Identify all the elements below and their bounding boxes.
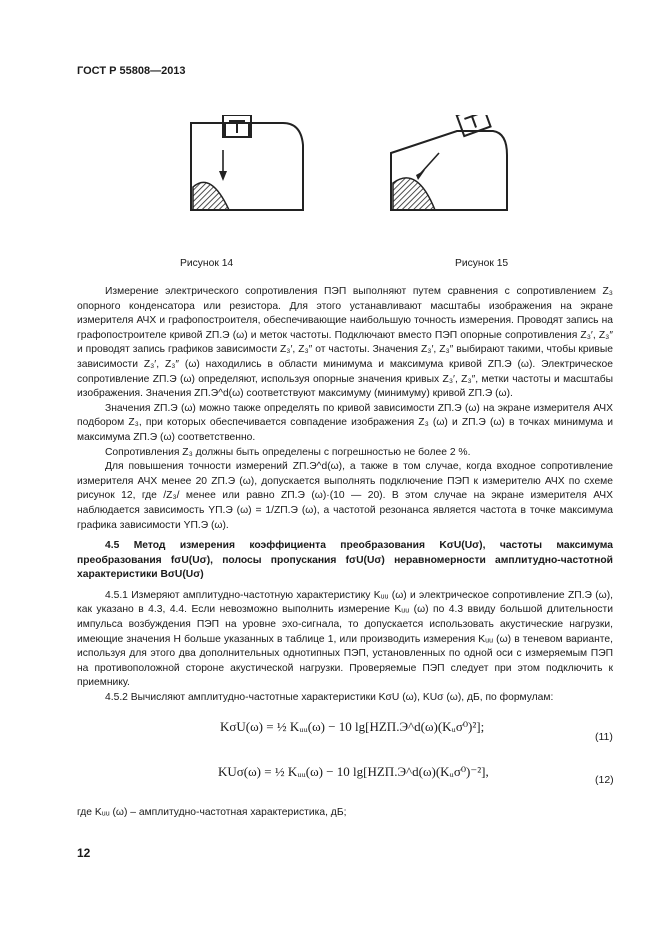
- section-4-5-heading: 4.5 Метод измерения коэффициента преобразования KσU(Uσ), частоты максимума преобразования fσU(Uσ), полосы пропускания fσU(Uσ) неравномерности амплитудно-частотной характеристики BσU(Uσ): [77, 540, 613, 581]
- paragraph-measurement-method: Измерение электрического сопротивления ПЭП выполняют путем сравнения с сопротивлением Z₃ опорного конденсатора или резистора. Для этого устанавливают масштабы изображения на экране измерителя АЧХ и графопостроителя, обеспечивающие наибольшую точность измерения. Проводят запись на графопостроителе кривой ZП.Э (ω) и меток частоты. Подключают вместо ПЭП опорные сопротивления Z₃′, Z₃″ и проводят запись графиков зависимости Z₃′, Z₃″ от частоты. Значения Z₃′, Z₃″ выбирают такими, чтобы кривые зависимости Z₃′, Z₃″ (ω) находились в области минимума и максимума кривой ZП.Э (ω). Электрическое сопротивление ZП.Э (ω) определяют, используя опорные значения кривых Z₃′, Z₃″, метки частоты и масштабы изображения. Значения ZП.Э^d(ω) соответствуют максимуму (минимуму) кривой ZП.Э (ω).: [77, 286, 613, 400]
- figure-15-caption: Рисунок 15: [455, 258, 509, 269]
- page-number: 12: [77, 846, 91, 860]
- formula-12-number: (12): [595, 774, 614, 786]
- figure-15: [383, 115, 513, 221]
- formula-explanation: [77, 806, 613, 821]
- paragraph-4-5-1: 4.5.1 Измеряют амплитудно-частотную характеристику Kᵤᵤ (ω) и электрическое сопротивление ZП.Э (ω), как указано в 4.3, 4.4. Если невозможно выполнить измерение Kᵤᵤ (ω) по 4.3 ввиду большой длительности импульса возбуждения ПЭП на уровне эхо-сигнала, то допускается использовать акустические нагрузки, имеющие значения H больше указанных в таблице 1, или производить измерения Kᵤᵤ (ω) в теневом варианте, используя для этого два дополнительных однотипных ПЭП, установленных по одной оси с измеряемым ПЭП на противоположной стороне акустической нагрузки. Проверяемые ПЭП следует при этом подключить к приемнику.: [77, 589, 613, 689]
- paragraph-where: где Kᵤᵤ (ω) – амплитудно-частотная характеристика, дБ;: [77, 807, 347, 818]
- formula-11-number: (11): [595, 731, 613, 743]
- body-text: [77, 285, 613, 706]
- transducer-drawing-angled: [383, 115, 513, 215]
- paragraph-tolerance: Сопротивления Z₃ должны быть определены с погрешностью не более 2 %.: [105, 446, 471, 458]
- paragraph-alt-method: Значения ZП.Э (ω) можно также определять по кривой зависимости ZП.Э (ω) на экране измерителя АЧХ подбором Z₃, при которых обеспечивается совпадение изображения Z₃ (ω) и ZП.Э (ω) в точках минимума и максимума ZП.Э (ω) соответственно.: [77, 402, 613, 443]
- document-header: ГОСТ Р 55808—2013: [77, 65, 186, 77]
- figure-14: [183, 115, 313, 221]
- transducer-drawing-vertical: [183, 115, 313, 215]
- paragraph-accuracy: Для повышения точности измерений ZП.Э^d(ω), а также в том случае, когда входное сопротивление измерителя АЧХ менее 20 ZП.Э (ω), допускается выполнять подключение ПЭП к измерителю АЧХ по схеме рисунок 12, где /Z₃/ менее или равно ZП.Э (ω)·(10 — 20). В этом случае на экране измерителя АЧХ наблюдается зависимость YП.Э (ω) = 1/ZП.Э (ω), а частотой резонанса является частота в точке максимума графика зависимости YП.Э (ω).: [77, 461, 613, 531]
- paragraph-4-5-2: 4.5.2 Вычисляют амплитудно-частотные характеристики KσU (ω), KUσ (ω), дБ, по формулам:: [105, 692, 554, 704]
- formula-12: KUσ(ω) = ½ Kᵤᵤ(ω) − 10 lg[HZП.Э^d(ω)(Kᵤσ⁰)⁻²],: [218, 764, 489, 779]
- figure-14-caption: Рисунок 14: [180, 258, 234, 269]
- formula-11: KσU(ω) = ½ Kᵤᵤ(ω) − 10 lg[HZП.Э^d(ω)(Kᵤσ⁰)²];: [220, 719, 485, 734]
